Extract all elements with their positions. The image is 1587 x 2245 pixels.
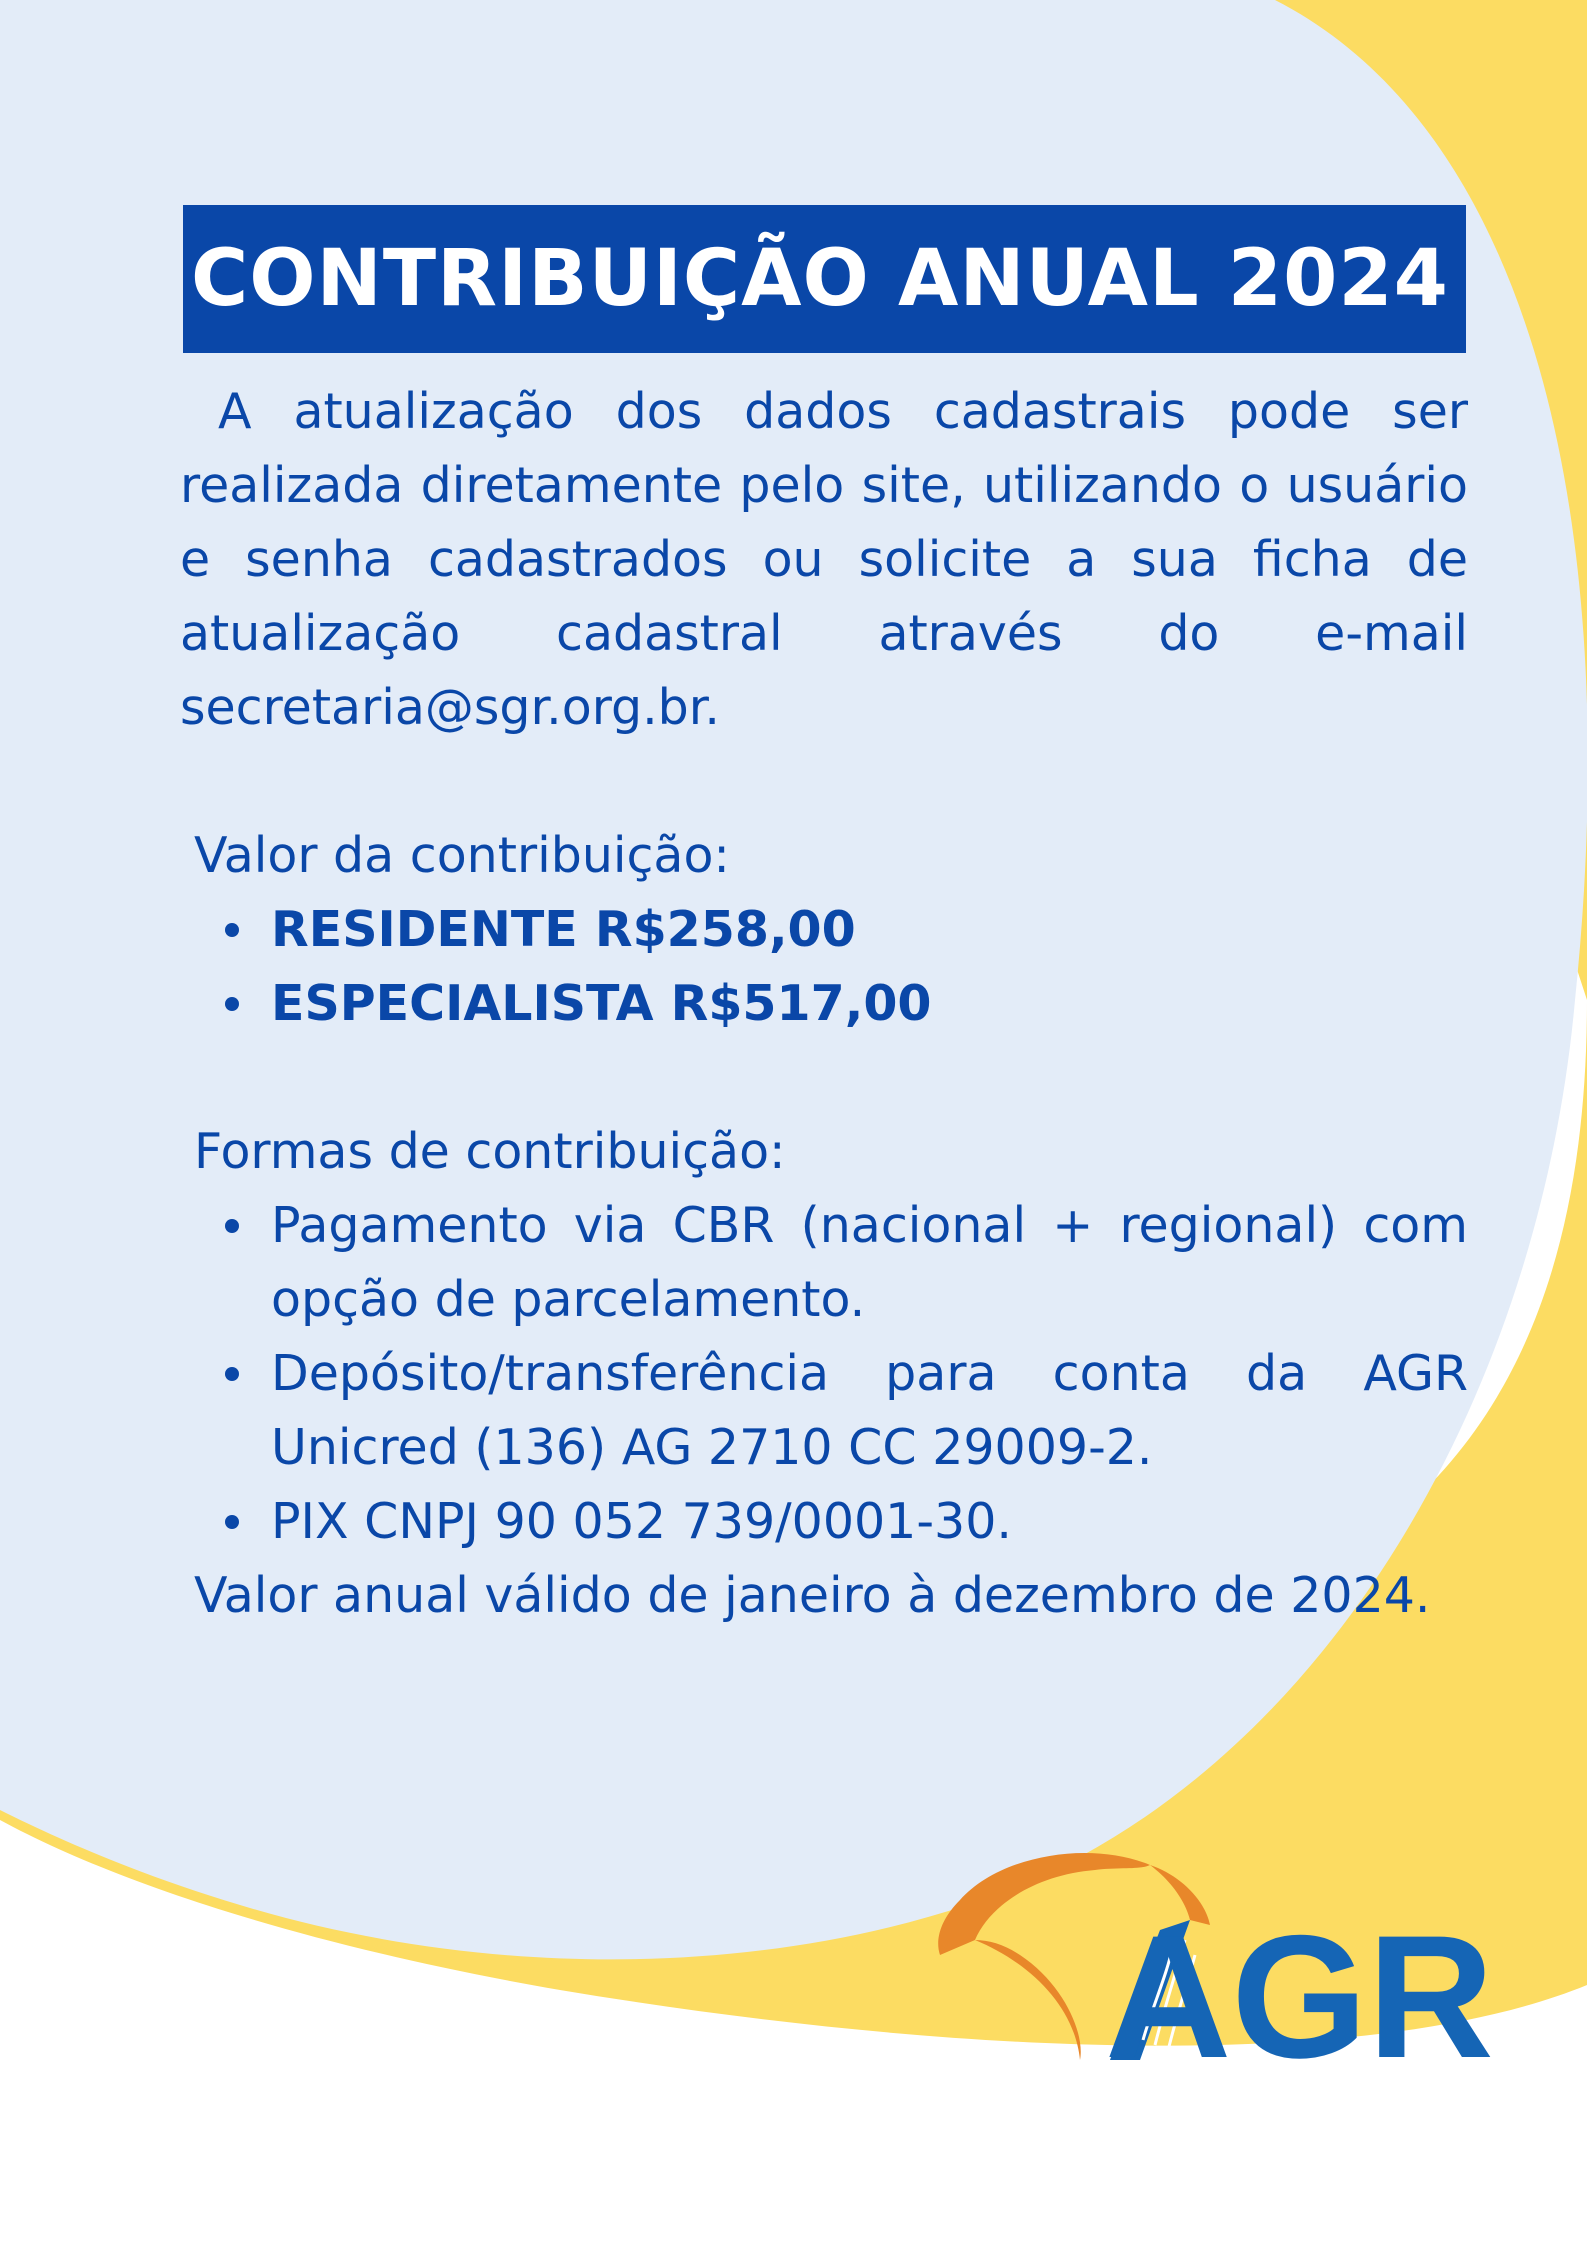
agr-logo [905,1845,1495,2075]
value-item-residente: RESIDENTE R$258,00 [180,893,1468,967]
form-item-cbr: Pagamento via CBR (nacional + regional) com opção de parcelamento. [180,1189,1468,1337]
form-item-pix: PIX CNPJ 90 052 739/0001-30. [180,1485,1468,1559]
values-list [180,893,1468,1041]
values-label: Valor da contribuição: [194,827,730,884]
page-title: CONTRIBUIÇÃO ANUAL 2024 [191,234,1449,324]
spacer [180,1041,1468,1115]
spacer [180,745,1468,819]
form-item-deposit: Depósito/transferência para conta da AGR Unicred (136) AG 2710 CC 29009-2. [180,1337,1468,1485]
validity-note: Valor anual válido de janeiro à dezembro de 2024. [194,1567,1431,1624]
value-item-especialista: ESPECIALISTA R$517,00 [180,967,1468,1041]
forms-list [180,1189,1468,1559]
title-banner [183,205,1466,353]
content-body [180,375,1468,1633]
logo-text: AGR [1105,1900,1494,2075]
forms-label: Formas de contribuição: [194,1123,786,1180]
intro-paragraph: A atualização dos dados cadastrais pode ser realizada diretamente pelo site, utilizando o usuário e senha cadastrados ou solicite a sua ficha de atualização cadastral através do e-mail secretaria@sgr.org.br. [180,383,1468,736]
